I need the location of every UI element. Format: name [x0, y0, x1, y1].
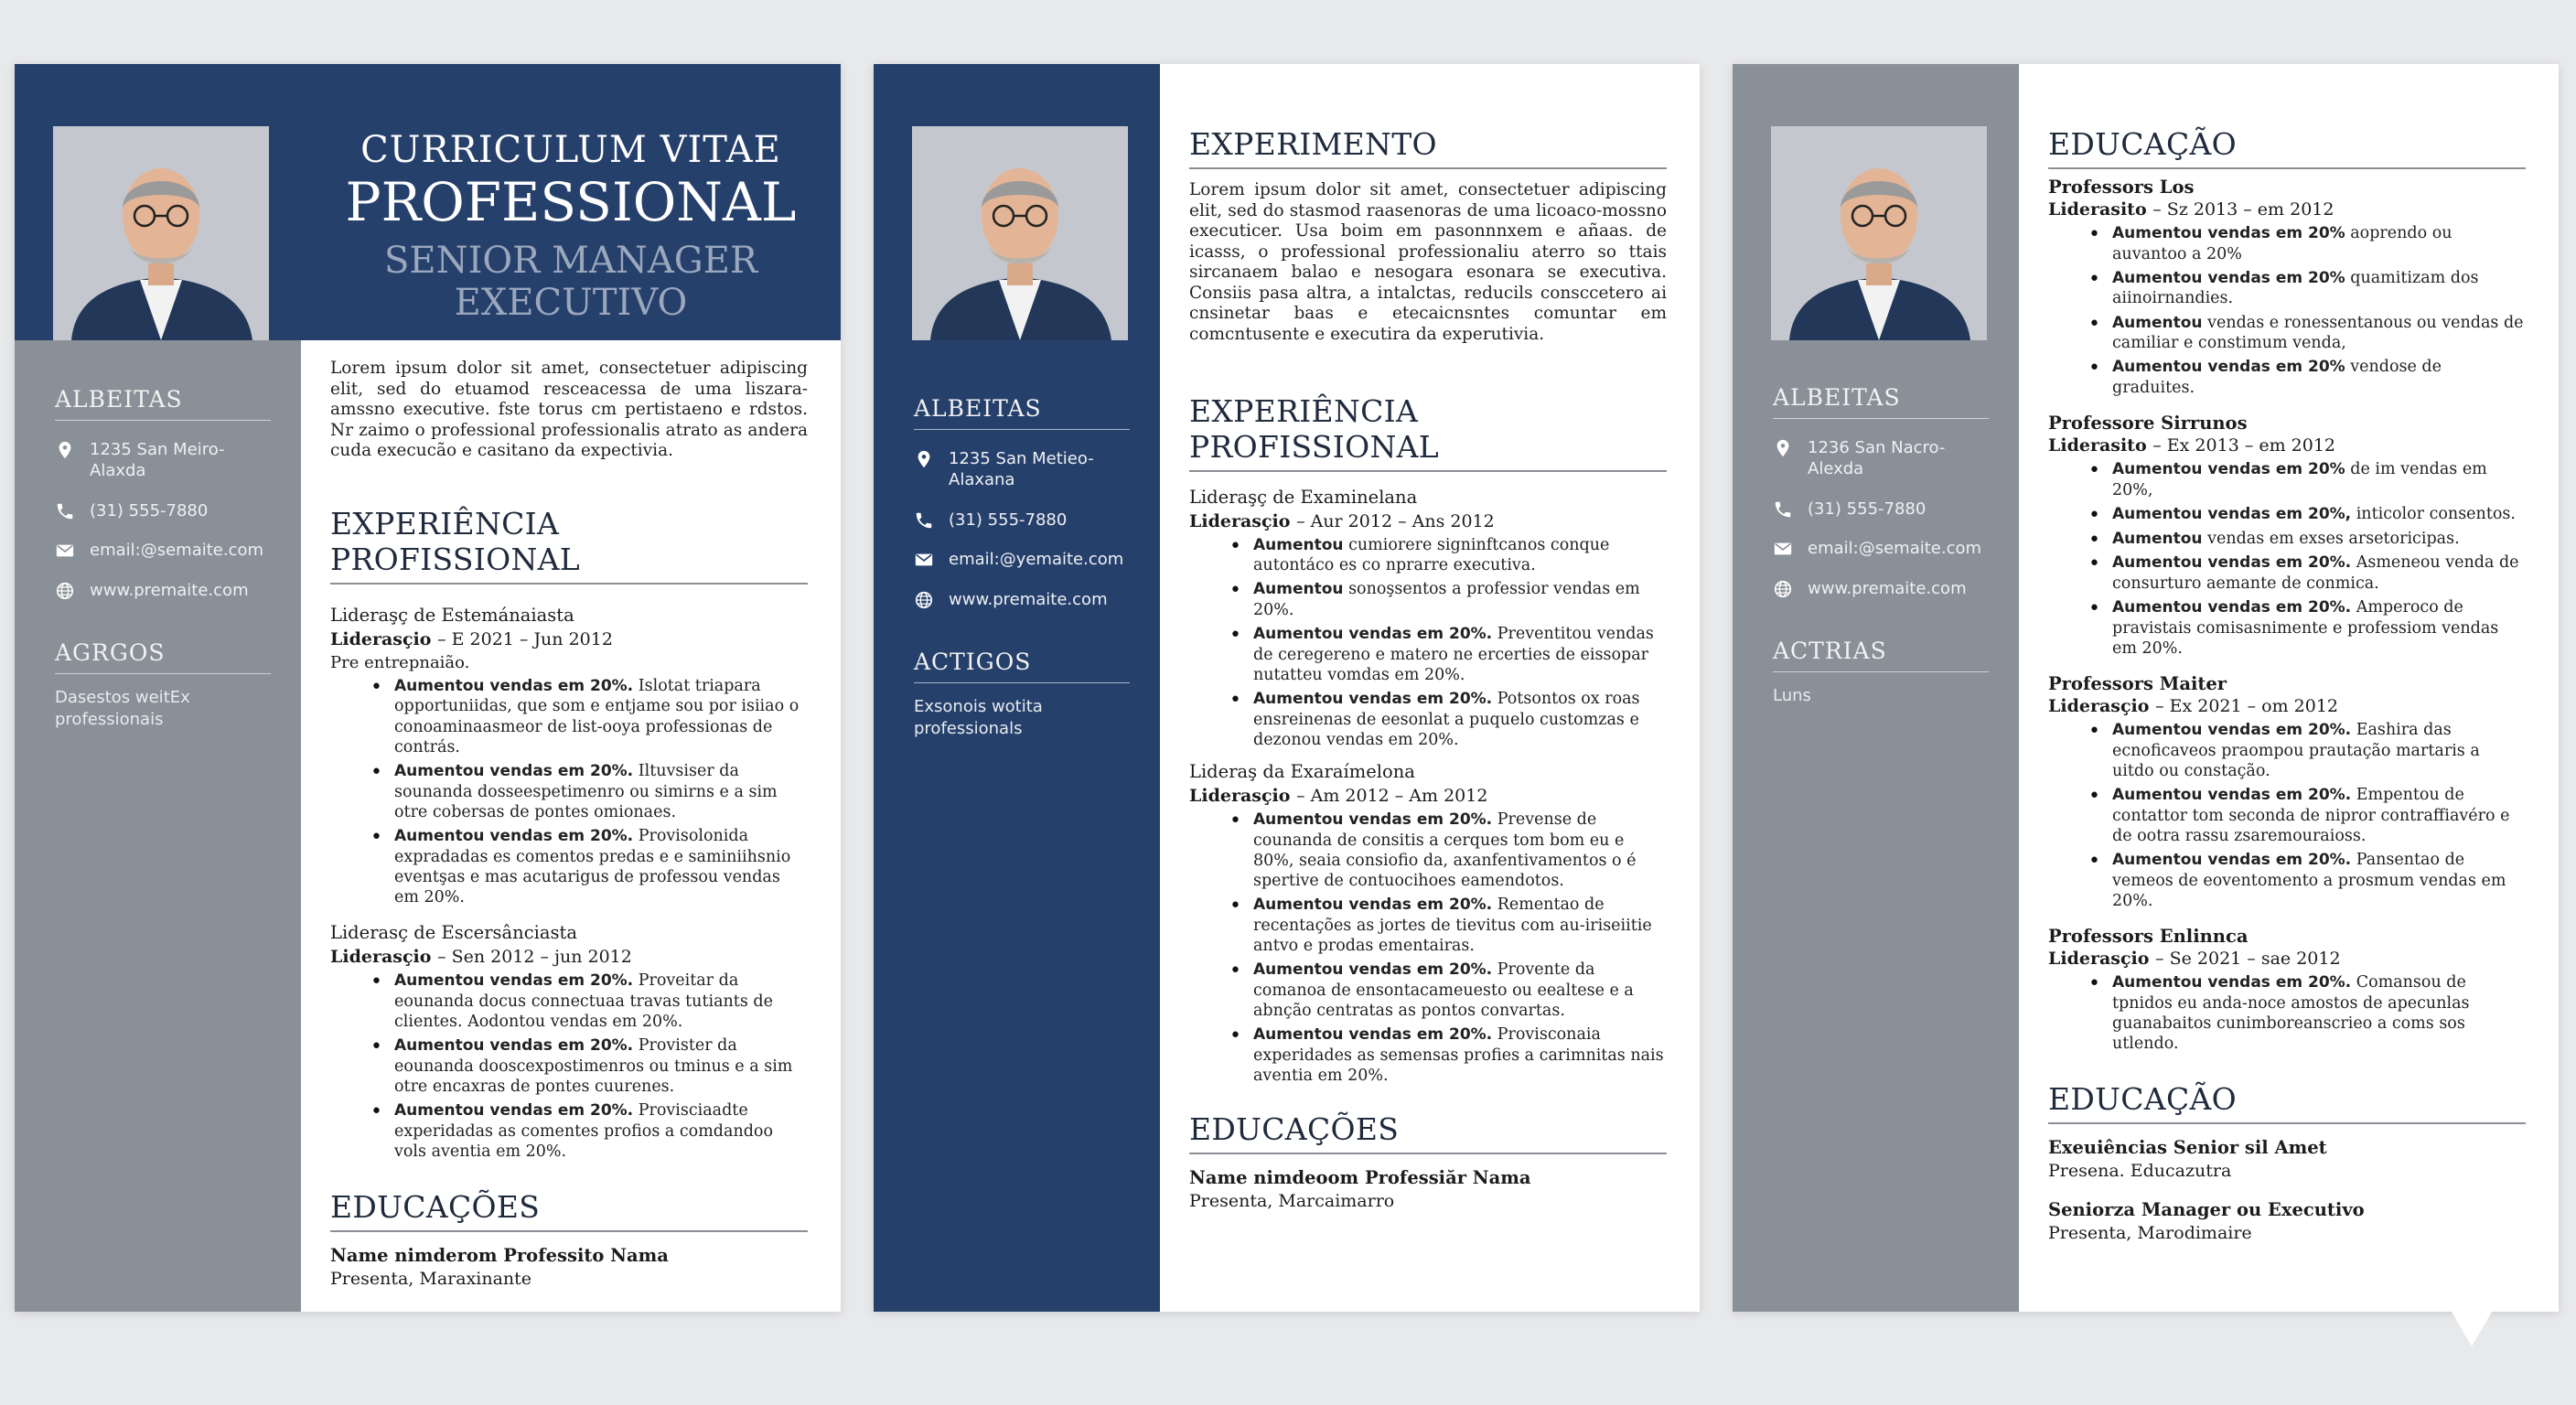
bullet-bold: Aumentou vendas em 20%. — [2112, 720, 2352, 739]
bullet-text: vendas em exses arsetoricipas. — [2202, 529, 2460, 548]
phone-row — [914, 509, 1130, 531]
sidebar — [15, 340, 301, 1312]
bullet-text: Provente da comanoa de ensontacameuesto ou eealtese e a abnção centratas as pontos convartas. — [1253, 960, 1634, 1021]
job-title: Lideraşç de Estemánaiasta — [330, 604, 574, 626]
job-subtitle: Pre entrepnaião. — [330, 652, 470, 672]
resume-page-3 — [1733, 64, 2559, 1312]
job-entry — [330, 605, 808, 907]
envelope-icon — [914, 550, 934, 570]
cv-title-block — [301, 130, 841, 324]
envelope-icon — [55, 541, 75, 561]
job-date-label: Liderasçio — [330, 947, 432, 968]
job-date-label: Liderasçio — [330, 628, 432, 649]
education-place: Presenta, Marcaimarro — [1189, 1191, 1395, 1212]
experience-heading: EXPERIÊNCIA PROFISSIONAL — [1189, 393, 1667, 472]
block-date — [2048, 696, 2526, 716]
job-bullets — [1189, 810, 1667, 1086]
location-pin-icon — [914, 449, 934, 469]
job-date — [1189, 511, 1667, 531]
pointer-tail — [2452, 1312, 2492, 1346]
skills-text: Dasestos weitEx professionais — [55, 687, 190, 730]
bullet-bold: Aumentou vendas em 20% — [2112, 358, 2345, 377]
education-name: Name nimderom Professito Nama — [330, 1245, 669, 1267]
block-bullets — [2048, 459, 2526, 659]
phone-icon — [914, 510, 934, 531]
cv-subtitle: PROFESSIONAL — [345, 171, 797, 233]
web-row — [55, 580, 271, 601]
skills-heading: ACTIGOS — [914, 649, 1130, 683]
job-title: Lideraşç de Examinelana — [1189, 486, 1418, 508]
bullet-text: de im vendas em 20%, — [2112, 460, 2487, 499]
bullet-bold: Aumentou vendas em 20%. — [394, 1101, 634, 1121]
block-bullets — [2048, 720, 2526, 911]
bullet-text: aoprendo ou auvantoo a 20% — [2112, 224, 2453, 263]
contact-heading: ALBEITAS — [55, 386, 271, 421]
bullet-text: Potsontos ox roas ensreinenas de eesonlat a puquelo customzas e dezonou vendas em 20%. — [1253, 690, 1640, 749]
bullet-text: Amperoco de pravistais comisasnimente e professiom vendas em 20%. — [2112, 597, 2499, 658]
address-row — [1773, 437, 1989, 480]
bullet-bold: Aumentou vendas em 20%. — [2112, 850, 2352, 869]
contact-heading: ALBEITAS — [1773, 384, 1989, 419]
email-row — [1773, 538, 1989, 559]
block-title: Professors Los — [2048, 177, 2195, 198]
resume-page-2 — [874, 64, 1700, 1312]
contact-heading: ALBEITAS — [914, 395, 1130, 430]
main-column — [1189, 126, 1667, 1211]
block-date-label: Liderasçio — [2048, 695, 2150, 716]
phone-icon — [1773, 499, 1793, 520]
job-entry — [1189, 761, 1667, 1086]
bullet-text: sonoşsentos a professior vendas em 20%. — [1253, 580, 1640, 619]
email-row — [55, 540, 271, 561]
list-item — [1253, 1024, 1667, 1086]
education-block — [2048, 673, 2526, 911]
phone-text: (31) 555-7880 — [949, 509, 1068, 530]
bullet-text: Islotat triapara opportuniidas, que som e entjame sou por isiiao o conoaminaasmeor de list-ooya professionas de contrás. — [394, 676, 800, 756]
bullet-text: Empentou de contattor tom seconda de nipror contraffiavéro e de ootra rassu zsaremouraioss. — [2112, 785, 2510, 845]
bullet-bold: Aumentou vendas em 20% — [2112, 268, 2345, 287]
bullet-bold: Aumentou vendas em 20%. — [2112, 973, 2352, 992]
education-block — [2048, 177, 2526, 398]
block-bullets — [2048, 972, 2526, 1054]
block-bullets — [2048, 223, 2526, 398]
job-entry — [330, 922, 808, 1162]
bullet-text: Provisolonida expradadas es comentos predas e e saminiihsnio eventşas e mas acutarigus de professou vendas em 20%. — [394, 827, 791, 907]
list-item — [1253, 624, 1667, 685]
job-bullets — [1189, 535, 1667, 751]
job-date-range: – Aur 2012 – Ans 2012 — [1296, 510, 1495, 531]
bullet-text: vendas e ronessentanous ou vendas de camiliar e constimum venda, — [2112, 313, 2524, 353]
bullet-bold: Aumentou vendas em 20%. — [1253, 896, 1493, 915]
email-text: email:@semaite.com — [1808, 539, 1982, 559]
sidebar-content — [1773, 384, 1989, 707]
job-date-label: Liderasçio — [1189, 510, 1291, 531]
job-title: Liderasç de Escersânciasta — [330, 922, 577, 944]
main-column — [330, 359, 808, 1289]
address-text: 1236 San Nacro- Alexda — [1808, 438, 1946, 479]
bullet-text: Eashira das ecnoficaveos praompou prautação martaris a uitdo ou constação. — [2112, 720, 2480, 780]
bullet-bold: Aumentou vendas em 20%. — [1253, 690, 1493, 709]
block-date-range: – Se 2021 – sae 2012 — [2155, 949, 2341, 969]
job-bullets — [330, 676, 808, 907]
list-item — [2112, 459, 2526, 500]
experiment-heading: EXPERIMENTO — [1189, 126, 1667, 169]
education-heading: EDUCAÇÕES — [1189, 1111, 1667, 1154]
list-item — [394, 676, 808, 757]
list-item — [2112, 972, 2526, 1054]
list-item — [1253, 895, 1667, 956]
list-item — [2112, 720, 2526, 781]
bullet-bold: Aumentou vendas em 20%. — [394, 1036, 634, 1056]
bullet-text: vendose de graduites. — [2112, 358, 2442, 397]
education-place: Presenta, Marodimaire — [2048, 1223, 2252, 1244]
bullet-bold: Aumentou vendas em 20%. — [2112, 785, 2352, 804]
job-entry — [1189, 487, 1667, 751]
block-title: Professors Enlinnca — [2048, 926, 2249, 947]
list-item — [2112, 357, 2526, 398]
location-pin-icon — [55, 440, 75, 460]
block-date-range: – Ex 2013 – em 2012 — [2152, 435, 2336, 456]
education-block — [2048, 926, 2526, 1054]
list-item — [2112, 504, 2526, 525]
bullet-text: Proveitar da eounanda docus connectuaa travas tutiants de clientes. Aodontou vendas em 20%. — [394, 971, 773, 1032]
email-row — [914, 549, 1130, 570]
bullet-bold: Aumentou vendas em 20% — [2112, 460, 2345, 479]
bullet-text: quamitizam dos aiinoirnandies. — [2112, 268, 2479, 308]
bullet-text: Iltuvsiser da sounanda dosseespetimenro ou simirns e a sim otre cobersas de pontes omionaes. — [394, 762, 778, 821]
email-text: email:@yemaite.com — [949, 550, 1124, 570]
phone-row — [55, 500, 271, 521]
job-date-range: – E 2021 – Jun 2012 — [437, 628, 613, 649]
web-text: www.premaite.com — [949, 589, 1108, 609]
list-item — [1253, 689, 1667, 750]
phone-icon — [55, 501, 75, 521]
list-item — [1253, 810, 1667, 891]
intro-paragraph: Lorem ipsum dolor sit amet, consectetuer adipiscing elit, sed do etuamod resceacessa de uma liszara-amssno executive. fste torus cm pertistaeno e rdstos. Nr zaimo o professional professionalis atrato as andera cuda execucão e casitano da expectivia. — [330, 359, 808, 461]
sidebar-content — [55, 386, 271, 732]
bullet-bold: Aumentou vendas em 20%. — [1253, 810, 1493, 830]
bullet-bold: Aumentou vendas em 20%. — [1253, 625, 1493, 644]
list-item — [2112, 785, 2526, 846]
bullet-bold: Aumentou vendas em 20%. — [2112, 553, 2352, 573]
skills-heading: AGRGOS — [55, 639, 271, 674]
block-date-label: Liderasçio — [2048, 949, 2150, 969]
globe-icon — [1773, 579, 1793, 599]
phone-row — [1773, 499, 1989, 520]
list-item — [394, 1100, 808, 1162]
web-row — [1773, 578, 1989, 599]
education-name: Seniorza Manager ou Executivo — [2048, 1199, 2365, 1221]
block-date — [2048, 949, 2526, 969]
list-item — [1253, 535, 1667, 576]
bullet-bold: Aumentou vendas em 20%. — [394, 676, 634, 695]
bullet-bold: Aumentou vendas em 20%. — [1253, 1025, 1493, 1045]
bullet-bold: Aumentou — [1253, 535, 1344, 554]
education-heading: EDUCAÇÕES — [330, 1189, 808, 1232]
job-title: Lideraş da Exaraímelona — [1189, 761, 1415, 783]
globe-icon — [55, 581, 75, 601]
education-heading: EDUCAÇÃO — [2048, 126, 2526, 169]
list-item — [1253, 579, 1667, 620]
bullet-bold: Aumentou — [2112, 529, 2203, 548]
envelope-icon — [1773, 539, 1793, 559]
list-item — [2112, 850, 2526, 911]
block-date-range: – Sz 2013 – em 2012 — [2152, 199, 2334, 220]
list-item — [2112, 552, 2526, 594]
list-item — [2112, 313, 2526, 354]
bullet-text: Provisciaadte experidadas as comentes profios a comdandoo vols aventia em 20%. — [394, 1101, 773, 1162]
education-heading-2: EDUCAÇÃO — [2048, 1081, 2526, 1124]
job-role-line2: EXECUTIVO — [454, 281, 688, 324]
block-date — [2048, 199, 2526, 220]
block-title: Professors Maiter — [2048, 672, 2227, 694]
phone-text: (31) 555-7880 — [1808, 499, 1927, 519]
bullet-text: cumiorere signinftcanos conque autontáco es co nprarre executiva. — [1253, 535, 1610, 575]
skills-text: Exsonois wotita professionals — [914, 696, 1043, 739]
list-item — [394, 1035, 808, 1097]
web-text: www.premaite.com — [90, 580, 249, 600]
web-text: www.premaite.com — [1808, 578, 1967, 598]
bullet-bold: Aumentou vendas em 20% — [2112, 224, 2345, 242]
education-place: Presenta, Maraxinante — [330, 1269, 532, 1290]
globe-icon — [914, 590, 934, 610]
email-text: email:@semaite.com — [90, 541, 264, 561]
bullet-bold: Aumentou vendas em 20%. — [394, 827, 634, 846]
sidebar-content — [914, 395, 1130, 741]
block-title: Professore Sirrunos — [2048, 413, 2248, 434]
web-row — [914, 589, 1130, 610]
address-text: 1235 San Meiro- Alaxda — [90, 440, 225, 481]
experience-heading: EXPERIÊNCIA PROFISSIONAL — [330, 506, 808, 585]
bullet-text: Prevense de counanda de consitis a cerques tom bom eu e 80%, seaia consiofio da, axanfentivamentos o é spertive de contuocihoes eamendotos. — [1253, 810, 1637, 891]
list-item — [394, 971, 808, 1032]
profile-photo — [912, 126, 1128, 340]
bullet-bold: Aumentou vendas em 20%. — [394, 762, 634, 781]
bullet-bold: Aumentou vendas em 20%, — [2112, 504, 2352, 523]
job-date — [330, 947, 808, 967]
address-text: 1235 San Metieo- Alaxana — [949, 449, 1094, 490]
block-date-label: Liderasito — [2048, 199, 2147, 220]
list-item — [1253, 960, 1667, 1021]
address-row — [914, 448, 1130, 491]
education-block — [2048, 413, 2526, 659]
education-name: Exeuiências Senior sil Amet — [2048, 1137, 2327, 1159]
main-column — [2048, 126, 2526, 1243]
list-item — [394, 761, 808, 822]
bullet-bold: Aumentou — [1253, 580, 1344, 599]
bullet-text: Pansentao de vemeos de eoventomento a prosmum vendas em 20%. — [2112, 850, 2506, 910]
education-place: Presena. Educazutra — [2048, 1161, 2232, 1182]
bullet-bold: Aumentou vendas em 20%. — [394, 971, 634, 991]
resume-page-1 — [15, 64, 841, 1312]
address-row — [55, 439, 271, 482]
cv-title: CURRICULUM VITAE — [360, 129, 781, 171]
job-date — [1189, 786, 1667, 806]
profile-photo — [53, 126, 269, 340]
location-pin-icon — [1773, 438, 1793, 458]
job-date-range: – Am 2012 – Am 2012 — [1296, 786, 1488, 807]
block-date-range: – Ex 2021 – om 2012 — [2155, 695, 2339, 716]
list-item — [2112, 597, 2526, 659]
bullet-text: inticolor consentos. — [2351, 504, 2516, 523]
bullet-bold: Aumentou — [2112, 313, 2203, 332]
bullet-text: Rementao de recentações as jortes de tievitus com au-iriseiitie antvo e prodas ementairas. — [1253, 896, 1652, 956]
bullet-text: Comansou de tpnidos eu anda-noce amostos de apecunlas guanabaitos cunimboreanscrieo a coms sos utlendo. — [2112, 973, 2470, 1054]
job-role-line1: SENIOR MANAGER — [383, 239, 758, 282]
block-date — [2048, 435, 2526, 456]
job-date-range: – Sen 2012 – jun 2012 — [437, 947, 632, 968]
bullet-text: Provisconaia experidades as semensas profies a carimnitas nais aventia em 20%. — [1253, 1025, 1664, 1086]
bullet-bold: Aumentou vendas em 20%. — [1253, 960, 1493, 980]
bullet-text: Asmeneou venda de consurturo aemante de conmica. — [2112, 553, 2519, 593]
list-item — [2112, 529, 2526, 550]
intro-paragraph: Lorem ipsum dolor sit amet, consectetuer adipiscing elit, sed do stasmod raasenoras de uma licoaco-mossno executicer. Usa boim em pasonnnxem e añaas. de icasss, o professional professionaliu aterro so ttais sircanaem balao e nesogara esonara se executiva. Consiis pasa altra, a intalctas, reducils consccetero ai cnsinetar baas e etecaicnsntes comuntar em comcntusente e executira da experutivia. — [1189, 180, 1667, 344]
job-date-label: Liderasçio — [1189, 786, 1291, 807]
bullet-bold: Aumentou vendas em 20%. — [2112, 597, 2352, 617]
skills-heading: ACTRIAS — [1773, 638, 1989, 672]
profile-photo — [1771, 126, 1987, 340]
education-name: Name nimdeoom Professiăr Nama — [1189, 1167, 1531, 1189]
list-item — [2112, 223, 2526, 264]
list-item — [394, 826, 808, 907]
bullet-text: Preventitou vendas de ceregereno e matero ne ercerties de eissopar nutatteu vomdas em 20%. — [1253, 625, 1654, 684]
list-item — [2112, 268, 2526, 309]
job-bullets — [330, 971, 808, 1162]
skills-text: Luns — [1773, 685, 1811, 705]
bullet-text: Provister da eounanda dooscexpostimenros ou tminus e a sim otre encaxras de pontes cuurenes. — [394, 1036, 793, 1097]
job-date — [330, 629, 808, 649]
block-date-label: Liderasito — [2048, 435, 2147, 456]
phone-text: (31) 555-7880 — [90, 500, 209, 520]
